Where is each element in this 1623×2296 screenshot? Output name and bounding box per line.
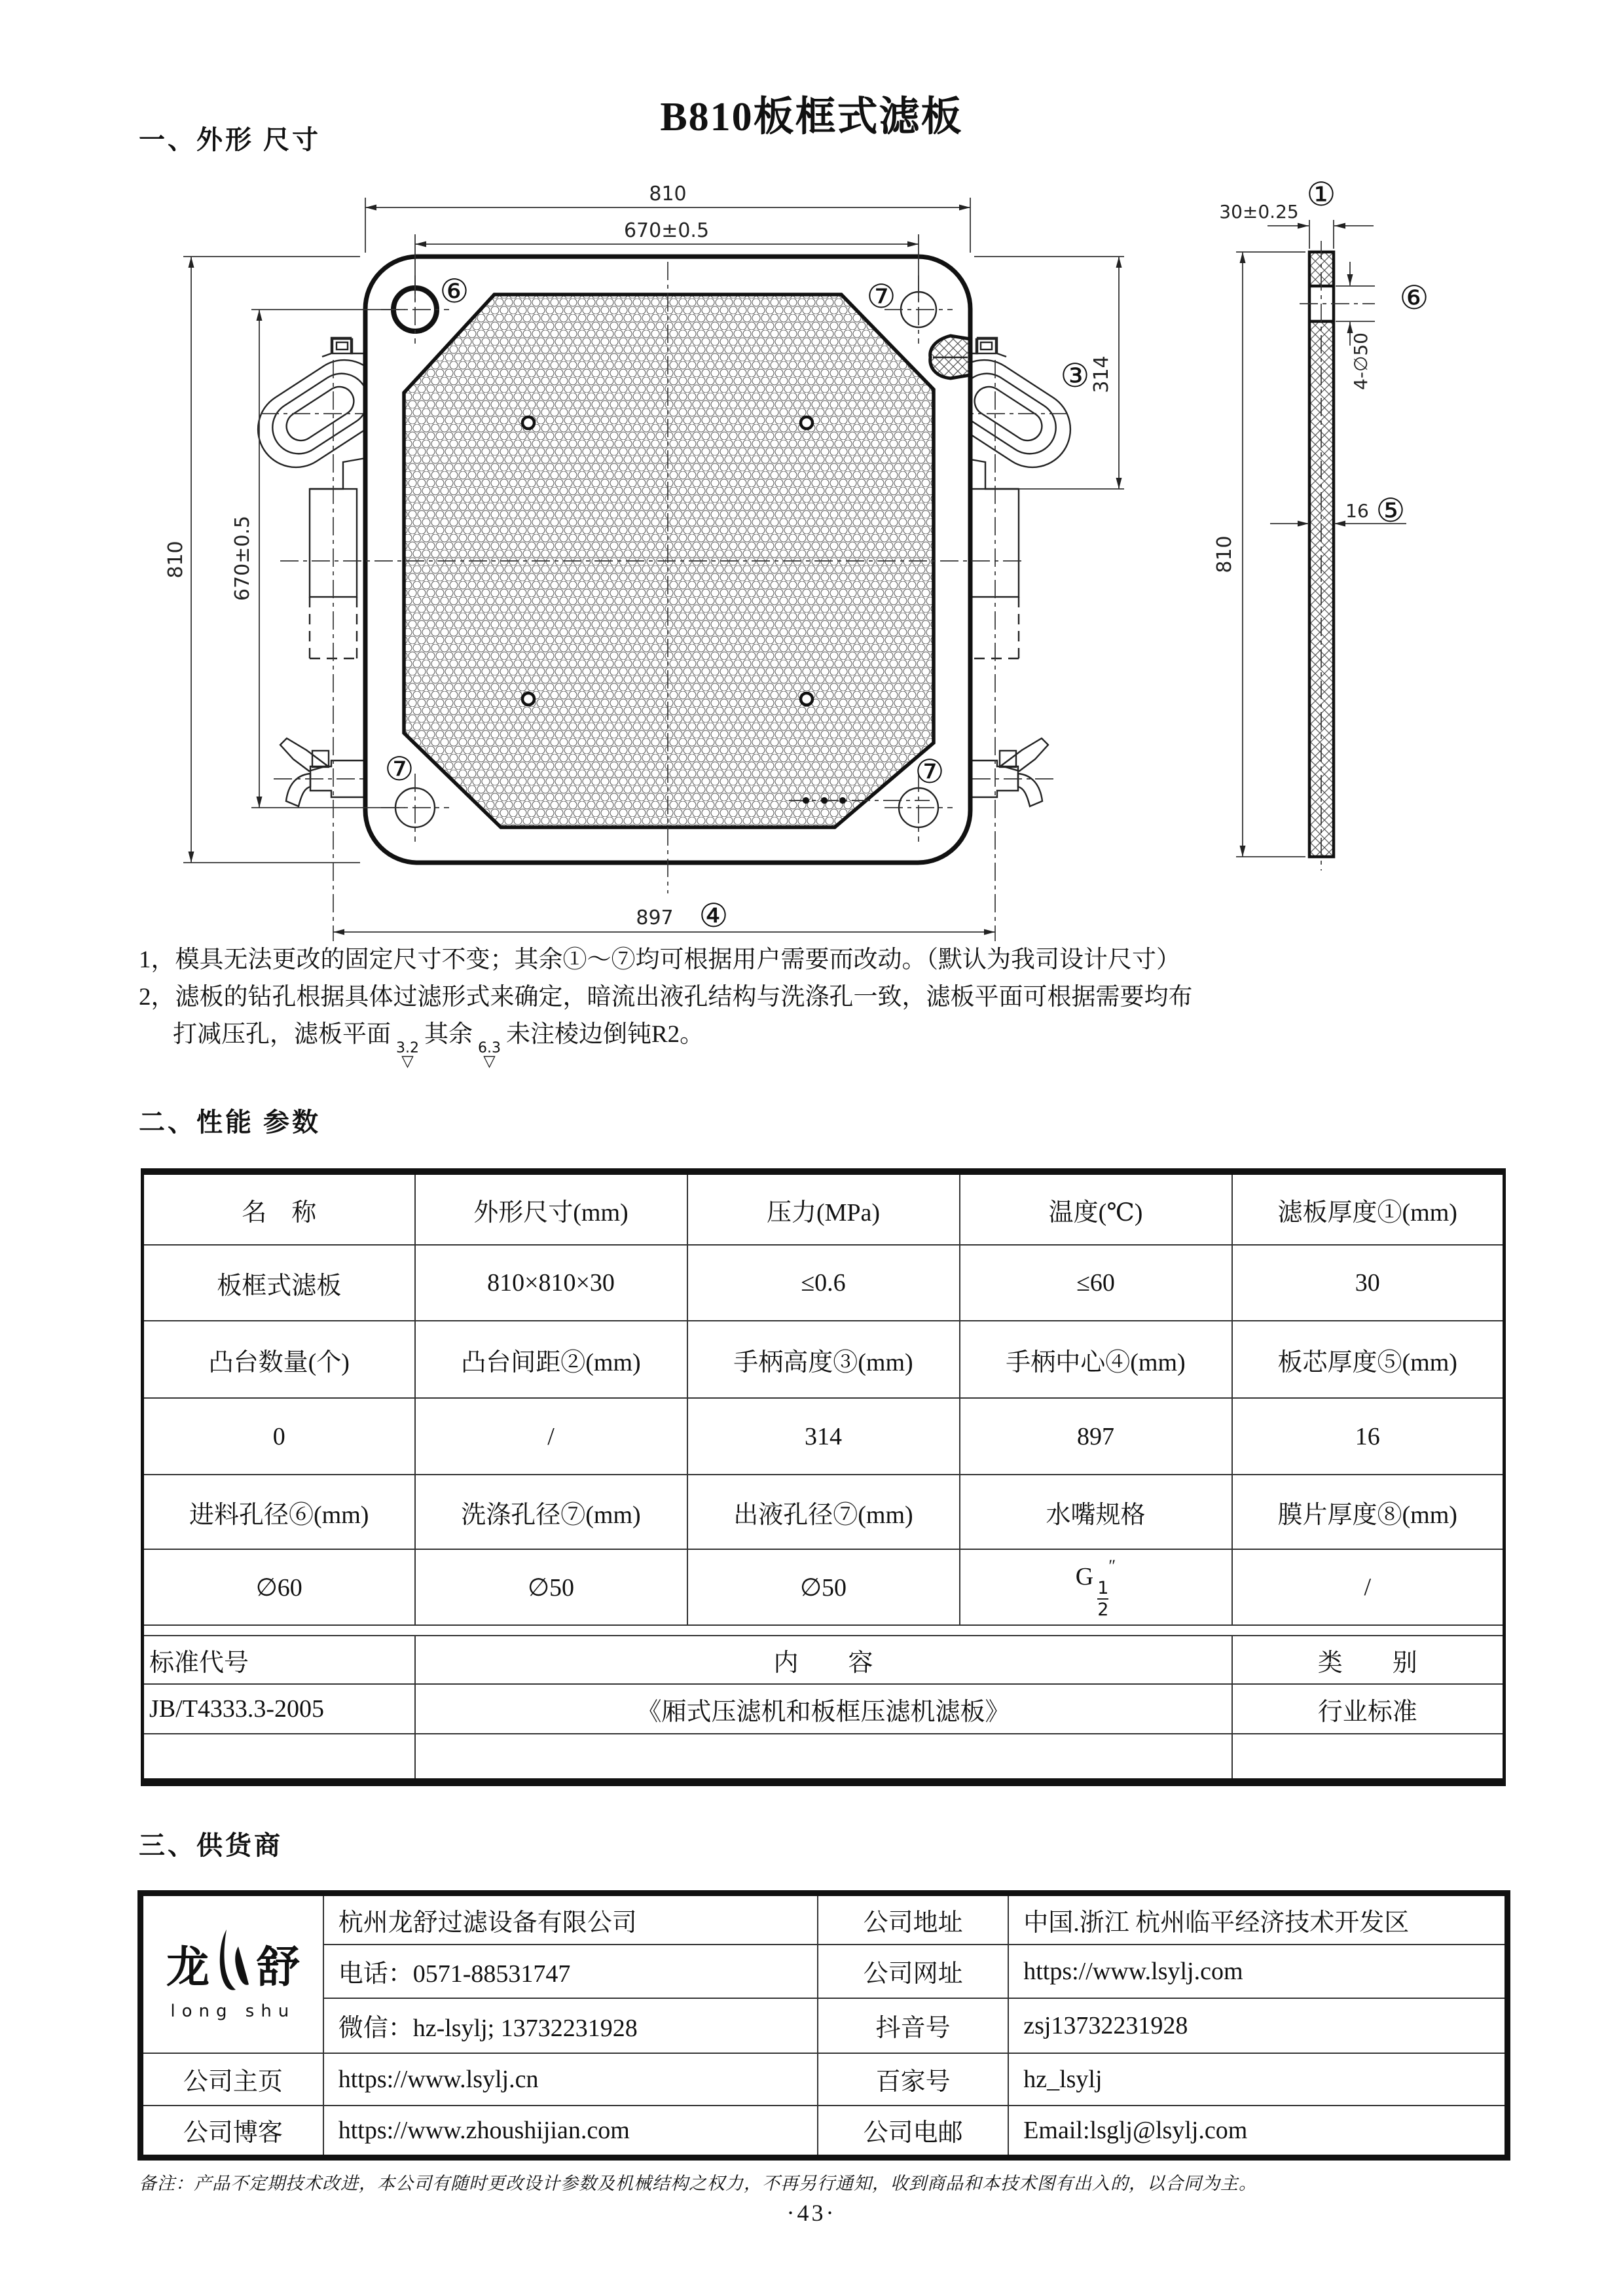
address-value: 中国.浙江 杭州临平经济技术开发区 (1008, 1893, 1507, 1945)
website-value: https://www.lsylj.com (1008, 1945, 1507, 1998)
note-line-1: 1，模具无法更改的固定尺寸不变；其余①～⑦均可根据用户需要而改动。（默认为我司设计尺寸） (139, 946, 1180, 973)
v2-handle-height: 314 (687, 1398, 960, 1475)
roughness-symbol-2: 6.3 ▽ (478, 1040, 501, 1070)
v3-outlet-hole: ∅50 (687, 1549, 960, 1625)
std-code-value: JB/T4333.3-2005 (143, 1684, 415, 1734)
supplier-table (137, 1890, 1510, 2161)
lower-handle-right (963, 738, 1048, 806)
table-row (143, 1734, 1504, 1782)
std-content-label: 内 容 (415, 1636, 1232, 1684)
h3-feed-hole: 进料孔径⑥(mm) (143, 1475, 415, 1549)
homepage-value: https://www.lsylj.cn (323, 2053, 818, 2106)
spacer-row (143, 1625, 1504, 1636)
std-category-label: 类 别 (1232, 1636, 1504, 1684)
dim-core-thickness: 16 (1345, 500, 1369, 522)
v1-thickness: 30 (1232, 1245, 1504, 1321)
label-7-bl: ⑦ (384, 750, 414, 788)
lower-handle-left (280, 738, 365, 806)
email-value: Email:lsglj@lsylj.com (1008, 2106, 1507, 2158)
v2-boss-count: 0 (143, 1398, 415, 1475)
table-row (143, 1636, 1504, 1684)
phone-value: 电话：0571-88531747 (323, 1945, 818, 1998)
dim-hole-span-h: 670±0.5 (623, 219, 710, 242)
label-1: ① (1306, 175, 1336, 213)
drawing-notes (139, 941, 1527, 1069)
v2-boss-pitch: / (415, 1398, 687, 1475)
website-label: 公司网址 (818, 1945, 1008, 1998)
v2-handle-center: 897 (960, 1398, 1232, 1475)
v1-pressure: ≤0.6 (687, 1245, 960, 1321)
h3-nozzle-spec: 水嘴规格 (960, 1475, 1232, 1549)
table-row (141, 2053, 1508, 2106)
roughness-symbol-1: 3.2 ▽ (396, 1040, 419, 1070)
address-label: 公司地址 (818, 1893, 1008, 1945)
logo-swoosh-icon (216, 1927, 250, 1999)
baijia-label: 百家号 (818, 2053, 1008, 2106)
dim-overall-height: 810 (164, 541, 187, 579)
douyin-label: 抖音号 (818, 1998, 1008, 2053)
logo-char-right: 舒 (256, 1943, 300, 1992)
note-line-2: 2，滤板的钻孔根据具体过滤形式来确定，暗流出液孔结构与洗涤孔一致，滤板平面可根据需要均布 (139, 984, 1193, 1011)
label-5: ⑤ (1376, 492, 1406, 529)
table-row (141, 1945, 1508, 1998)
table-row (143, 1172, 1504, 1245)
blog-value: https://www.zhoushijian.com (323, 2106, 818, 2158)
v1-size: 810×810×30 (415, 1245, 687, 1321)
h1-thickness: 滤板厚度①(mm) (1232, 1172, 1504, 1245)
label-6: ⑥ (439, 272, 469, 310)
empty-cell (415, 1734, 1232, 1782)
h2-handle-height: 手柄高度③(mm) (687, 1321, 960, 1398)
page-number: ·43· (786, 2200, 837, 2226)
std-category-value: 行业标准 (1232, 1684, 1504, 1734)
table-row (141, 1893, 1508, 1945)
dim-side-height: 810 (1213, 535, 1236, 573)
page-title: B810板框式滤板 (660, 95, 963, 139)
table-row (143, 1245, 1504, 1321)
h1-pressure: 压力(MPa) (687, 1172, 960, 1245)
v2-core-thickness: 16 (1232, 1398, 1504, 1475)
table-row (143, 1549, 1504, 1625)
v3-membrane: / (1232, 1549, 1504, 1625)
dim-corner-holes: 4-∅50 (1350, 332, 1372, 390)
table-row (143, 1684, 1504, 1734)
empty-cell (143, 1734, 415, 1782)
logo-char-left: 龙 (166, 1943, 210, 1992)
side-view (1213, 175, 1429, 870)
section-dimensions: 一、外形 尺寸 (139, 125, 321, 154)
logo-latin: long shu (170, 2001, 296, 2022)
std-content-value: 《厢式压滤机和板框压滤机滤板》 (415, 1684, 1232, 1734)
h2-core-thickness: 板芯厚度⑤(mm) (1232, 1321, 1504, 1398)
table-row (141, 1998, 1508, 2053)
dim-overall-width: 810 (649, 183, 687, 206)
v3-nozzle-spec: G $\frac{1}{2}$ ″ (960, 1549, 1232, 1625)
h3-outlet-hole: 出液孔径⑦(mm) (687, 1475, 960, 1549)
dim-thickness: 30±0.25 (1219, 201, 1299, 223)
v3-wash-hole: ∅50 (415, 1549, 687, 1625)
table-row (143, 1398, 1504, 1475)
h1-temp: 温度(℃) (960, 1172, 1232, 1245)
h2-boss-pitch: 凸台间距②(mm) (415, 1321, 687, 1398)
email-label: 公司电邮 (818, 2106, 1008, 2158)
label-7-tr: ⑦ (866, 278, 896, 315)
section-performance: 二、性能 参数 (139, 1107, 321, 1137)
dim-handle-height: 314 (1090, 355, 1113, 393)
label-7-br: ⑦ (915, 753, 945, 791)
company-name: 杭州龙舒过滤设备有限公司 (323, 1893, 818, 1945)
table-row (143, 1321, 1504, 1398)
empty-cell (1232, 1734, 1504, 1782)
section-supplier: 三、供货商 (139, 1831, 283, 1860)
h3-membrane: 膜片厚度⑧(mm) (1232, 1475, 1504, 1549)
homepage-label: 公司主页 (141, 2053, 323, 2106)
front-view (164, 183, 1124, 941)
blog-label: 公司博客 (141, 2106, 323, 2158)
empty-cell (143, 1625, 1504, 1636)
v1-name: 板框式滤板 (143, 1245, 415, 1321)
std-code-label: 标准代号 (143, 1636, 415, 1684)
v3-feed-hole: ∅60 (143, 1549, 415, 1625)
h2-handle-center: 手柄中心④(mm) (960, 1321, 1232, 1398)
label-4: ④ (699, 897, 729, 935)
v1-temp: ≤60 (960, 1245, 1232, 1321)
dim-handle-center: 897 (636, 906, 674, 929)
douyin-value: zsj13732231928 (1008, 1998, 1507, 2053)
performance-table (141, 1168, 1506, 1786)
wechat-value: 微信：hz-lsylj; 13732231928 (323, 1998, 818, 2053)
note-line-3: 打减压孔，滤板平面 3.2 ▽ 其余 6.3 ▽ 未注棱边倒钝R2。 (173, 1021, 704, 1070)
label-6-side: ⑥ (1399, 279, 1429, 317)
baijia-value: hz_lsylj (1008, 2053, 1507, 2106)
h2-boss-count: 凸台数量(个) (143, 1321, 415, 1398)
dim-hole-span-v: 670±0.5 (231, 515, 254, 601)
table-row (141, 2106, 1508, 2158)
table-row (143, 1475, 1504, 1549)
h1-size: 外形尺寸(mm) (415, 1172, 687, 1245)
footer-note: 备注：产品不定期技术改进，本公司有随时更改设计参数及机械结构之权力，不再另行通知，收到商品和本技术图有出入的，以合同为主。 (139, 2174, 1257, 2193)
h1-name: 名 称 (143, 1172, 415, 1245)
h3-wash-hole: 洗涤孔径⑦(mm) (415, 1475, 687, 1549)
company-logo (141, 1893, 323, 2053)
label-3: ③ (1060, 357, 1090, 395)
